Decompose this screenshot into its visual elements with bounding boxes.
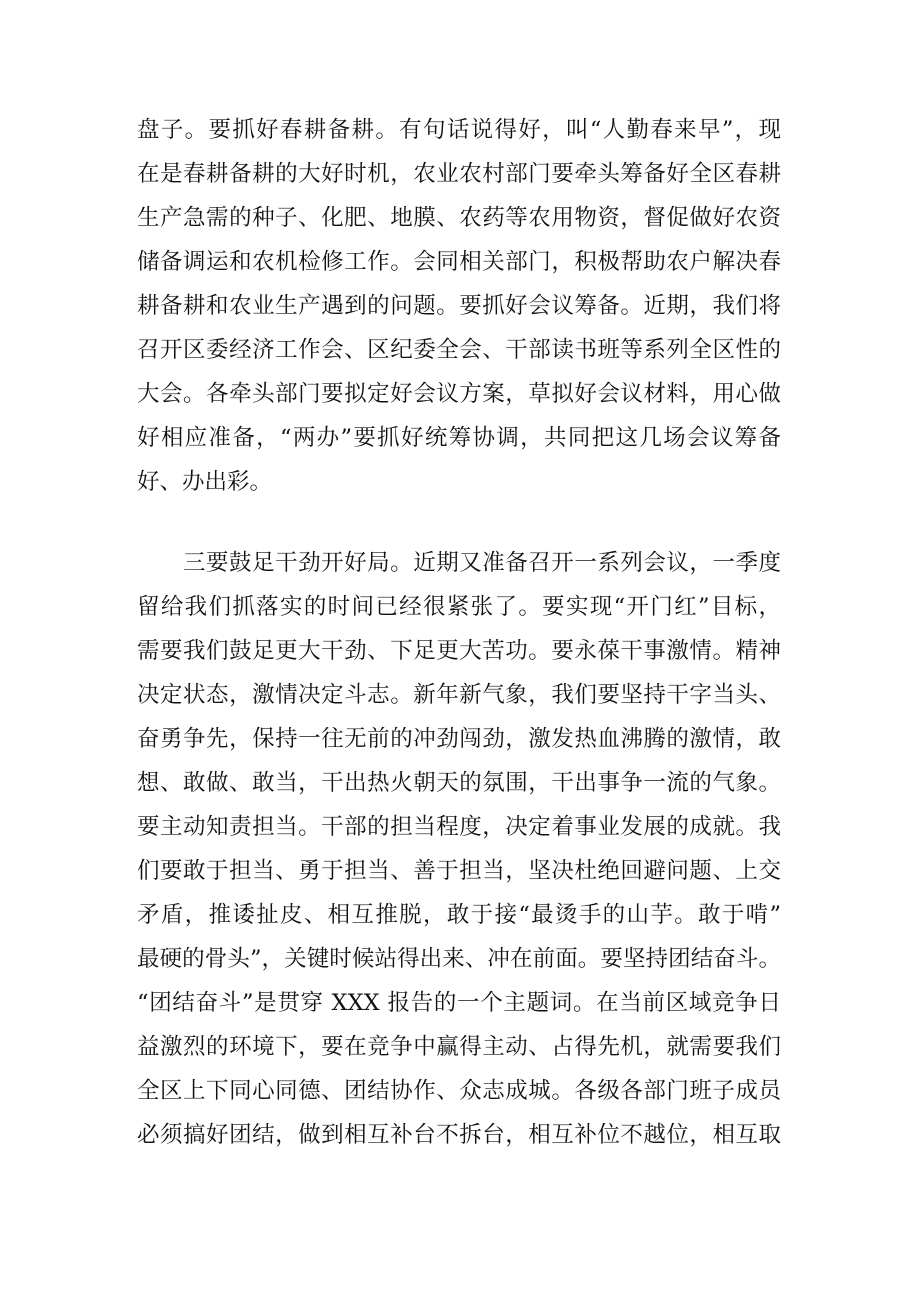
text-line: 们要敢于担当、勇于担当、善于担当，坚决杜绝回避问题、上交 <box>137 858 781 884</box>
text-line: 最硬的骨头”，关键时候站得出来、冲在前面。要坚持团结奋斗。 <box>137 946 781 972</box>
text-line: 矛盾，推诿扯皮、相互推脱，敢于接“最烫手的山芋。敢于啃” <box>137 902 781 928</box>
text-line: 在是春耕备耕的大好时机，农业农村部门要牵头筹备好全区春耕 <box>137 161 781 187</box>
text-line: 必须搞好团结，做到相互补台不拆台，相互补位不越位，相互取 <box>137 1122 781 1148</box>
text-line: 大会。各牵头部门要拟定好会议方案，草拟好会议材料，用心做 <box>137 381 781 407</box>
text-line: 好相应准备，“两办”要抓好统筹协调，共同把这几场会议筹备 <box>137 425 781 451</box>
text-line: 想、敢做、敢当，干出热火朝天的氛围，干出事争一流的气象。 <box>137 770 781 796</box>
text-line: 耕备耕和农业生产遇到的问题。要抓好会议筹备。近期，我们将 <box>137 293 781 319</box>
text-line: 益激烈的环境下，要在竞争中赢得主动、占得先机，就需要我们 <box>137 1034 781 1060</box>
text-line: 盘子。要抓好春耕备耕。有句话说得好，叫“人勤春来早”，现 <box>137 117 781 143</box>
text-line: 要主动知责担当。干部的担当程度，决定着事业发展的成就。我 <box>137 814 781 840</box>
text-line: 好、办出彩。 <box>137 469 273 495</box>
text-line: 决定状态，激情决定斗志。新年新气象，我们要坚持干字当头、 <box>137 682 781 708</box>
paragraph-continuation <box>137 108 781 504</box>
text-line: 奋勇争先，保持一往无前的冲劲闯劲，激发热血沸腾的激情，敢 <box>137 726 781 752</box>
text-line: 三要鼓足干劲开好局。近期又准备召开一系列会议，一季度 <box>183 550 781 576</box>
text-line: 留给我们抓落实的时间已经很紧张了。要实现“开门红”目标， <box>137 594 781 620</box>
text-line: 储备调运和农机检修工作。会同相关部门，积极帮助农户解决春 <box>137 249 781 275</box>
text-line: 召开区委经济工作会、区纪委全会、干部读书班等系列全区性的 <box>137 337 781 363</box>
text-line: “团结奋斗”是贯穿 XXX 报告的一个主题词。在当前区域竞争日 <box>137 990 781 1016</box>
text-line: 生产急需的种子、化肥、地膜、农药等农用物资，督促做好农资 <box>137 205 781 231</box>
paragraph-three <box>137 541 781 1157</box>
text-line: 需要我们鼓足更大干劲、下足更大苦功。要永葆干事激情。精神 <box>137 638 781 664</box>
text-line: 全区上下同心同德、团结协作、众志成城。各级各部门班子成员 <box>137 1078 781 1104</box>
